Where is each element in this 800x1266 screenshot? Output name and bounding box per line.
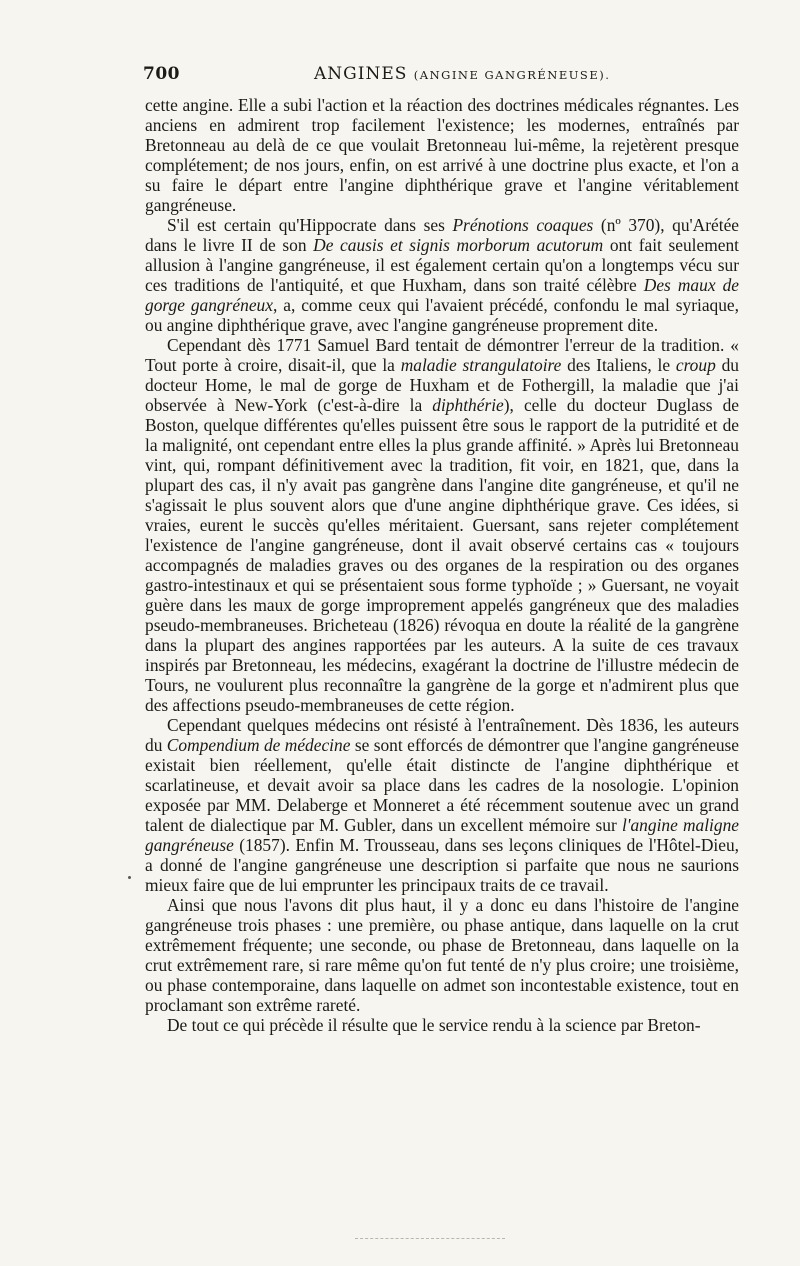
italic-title: l'angine maligne gangréneuse [145, 815, 739, 855]
running-header [143, 64, 743, 90]
italic-title: croup [675, 355, 716, 375]
page-number: 700 [143, 64, 180, 84]
text-run: Cependant quelques médecins ont résisté à l'entraînement. Dès 1836, les auteurs du [145, 715, 739, 755]
italic-title: diphthérie [432, 395, 504, 415]
text-run: Ainsi que nous l'avons dit plus haut, il y a donc eu dans l'histoire de l'angine gangréneuse trois phases : une première, ou phase antique, dans laquelle on la crut extrêmement fréquente; une seconde, ou phase de Bretonneau, dans laquelle on la crut extrêmement rare, si rare même qu'on fut tenté de n'y plus croire; une troisième, ou phase contemporaine, dans laquelle on admet son incontestable existence, tout en proclamant son extrême rareté. [145, 895, 739, 1015]
text-run: De tout ce qui précède il résulte que le service rendu à la science par Breton- [167, 1015, 701, 1035]
ink-speck [128, 876, 131, 879]
running-title [314, 64, 610, 84]
paragraph [145, 215, 739, 335]
text-run: (nº 370), qu'Arétée dans le livre II de son [145, 215, 740, 255]
italic-title: Prénotions coaques [452, 215, 594, 235]
text-run: S'il est certain qu'Hippocrate dans ses [167, 215, 453, 235]
paragraph [145, 715, 739, 895]
text-run: des Italiens, le [561, 355, 676, 375]
paragraph [145, 335, 739, 715]
paragraph [145, 895, 739, 1015]
text-run: (1857). Enfin M. Trousseau, dans ses leçons cliniques de l'Hôtel-Dieu, a donné de l'angine gangréneuse une description si parfaite que nous ne saurions mieux faire que de lui emprunter les principaux traits de ce travail. [145, 835, 739, 895]
text-run: se sont efforcés de démontrer que l'angine gangréneuse existait bien réellement, qu'elle était distincte de l'angine diphthérique et scarlatineuse, et devait avoir sa place dans les cadres de la nosologie. L'opinion exposée par MM. Delaberge et Monneret a été récemment soutenue avec un grand talent de dialectique par M. Gubler, dans un excellent mémoire sur [145, 735, 739, 835]
text-run: ), celle du docteur Duglass de Boston, quelque différentes qu'elles puissent être sous le rapport de la putridité et de la malignité, ont cependant entre elles la plus grande affinité. » Après lui Bretonneau vint, qui, rompant définitivement avec la tradition, fit voir, en 1821, que, dans la plupart des cas, il n'y avait pas gangrène dans l'angine dite gangréneuse, et qu'il ne s'agissait le plus souvent alors que d'une angine diphthérique grave. Ces idées, si vraies, eurent le succès qu'elles méritaient. Guersant, sans rejeter complétement l'existence de l'angine gangréneuse, dont il avait observé certains cas « toujours accompagnés de maladies graves ou des organes de la respiration ou des organes gastro-intestinaux et qui se présentaient sous forme typhoïde ; » Guersant, ne voyait guère dans les maux de gorge improprement appelés gangréneux que des maladies pseudo-membraneuses. Bricheteau (1826) révoqua en doute la réalité de la gangrène dans la plupart des angines rapportées par les auteurs. A la suite de ces travaux inspirés par Bretonneau, les médecins, exagérant la doctrine de l'illustre médecin de Tours, ne voulurent plus reconnaître la gangrène de la gorge et n'admirent plus que des affections pseudo-membraneuses de cette région. [145, 395, 739, 715]
running-title-main: ANGINES [314, 64, 408, 84]
paragraph [145, 1015, 739, 1035]
paragraph [145, 95, 739, 215]
body-text [145, 95, 739, 1035]
text-run: du docteur Home, le mal de gorge de Huxham et de Fothergill, la maladie que j'ai observée à New-York (c'est-à-dire la [145, 355, 739, 415]
footer-rule [355, 1238, 505, 1239]
italic-title: Compendium de médecine [166, 735, 351, 755]
running-title-sub: (ANGINE GANGRÉNEUSE). [413, 68, 611, 82]
text-run: ont fait seulement allusion à l'angine gangréneuse, il est également certain qu'on a longtemps vécu sur ces traditions de l'antiquité, et que Huxham, dans son traité célèbre [145, 235, 739, 295]
italic-title: Des maux de gorge gangréneux [145, 275, 739, 315]
text-run: , a, comme ceux qui l'avaient précédé, confondu le mal syriaque, ou angine diphthérique grave, avec l'angine gangréneuse proprement dite. [145, 295, 740, 335]
text-run: Cependant dès 1771 Samuel Bard tentait de démontrer l'erreur de la tradition. « Tout porte à croire, disait-il, que la [145, 335, 739, 375]
italic-title: maladie strangulatoire [400, 355, 562, 375]
text-run: cette angine. Elle a subi l'action et la réaction des doctrines médicales régnantes. Les anciens en admirent trop facilement l'existence; les modernes, entraînés par Bretonneau au delà de ce que voulait Bretonneau lui-même, la rejetèrent presque complétement; de nos jours, enfin, on est arrivé à une doctrine plus exacte, et l'on a su faire le départ entre l'angine diphthérique grave et l'angine véritablement gangréneuse. [145, 95, 739, 215]
italic-title: De causis et signis morborum acutorum [313, 235, 604, 255]
